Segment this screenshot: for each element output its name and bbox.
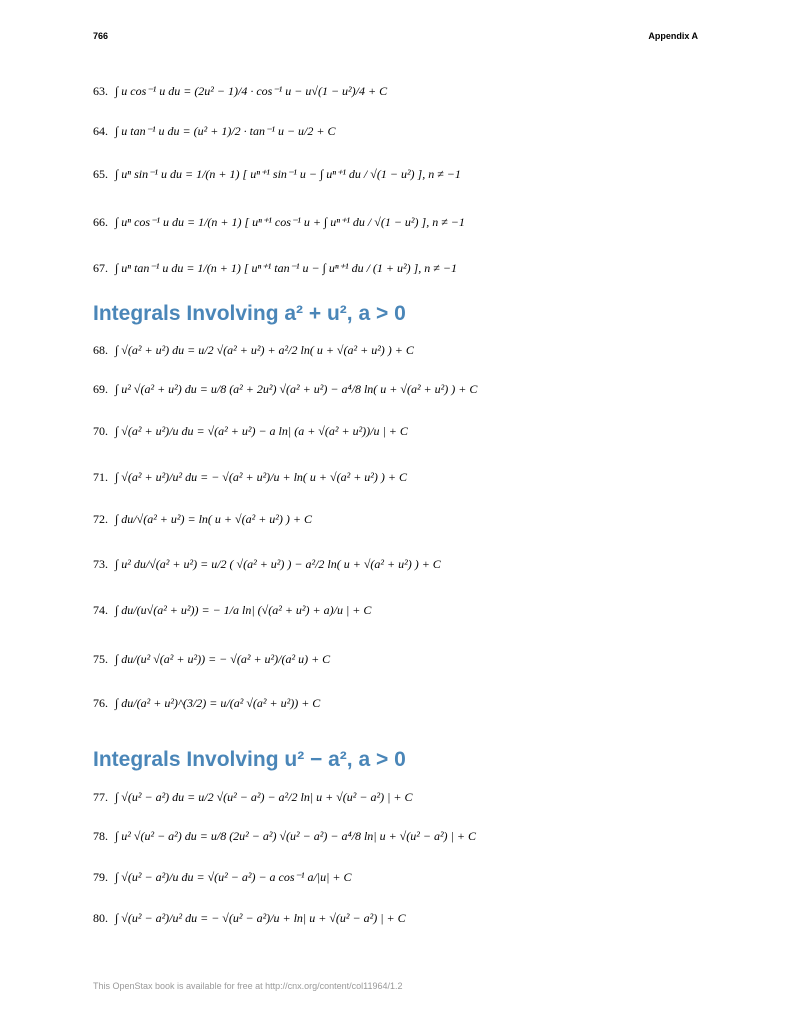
formula-expression: ∫ u cos⁻¹ u du = (2u² − 1)/4 · cos⁻¹ u − u√(1 − u²)/4 + C [115,83,388,98]
formula-expression: ∫ du/(u² √(a² + u²)) = − √(a² + u²)/(a² u) + C [115,651,331,666]
formula-64 [93,111,335,151]
formula-63 [93,71,387,111]
formula-number: 66. [93,214,108,229]
formula-number: 80. [93,910,108,925]
footer-note: This OpenStax book is available for free at http://cnx.org/content/col11964/1.2 [93,981,403,991]
formula-expression: ∫ du/(a² + u²)^(3/2) = u/(a² √(a² + u²)) + C [115,695,321,710]
formula-expression: ∫ u² √(a² + u²) du = u/8 (a² + 2u²) √(a² + u²) − a⁴/8 ln( u + √(a² + u²) ) + C [115,381,478,396]
section-heading-a2-plus-u2: Integrals Involving a² + u², a > 0 [93,302,406,325]
formula-79 [93,857,352,897]
formula-74 [93,590,371,630]
formula-number: 76. [93,695,108,710]
formula-71 [93,457,407,497]
formula-75 [93,639,330,679]
formula-number: 65. [93,166,108,181]
formula-number: 75. [93,651,108,666]
formula-number: 71. [93,469,108,484]
formula-expression: ∫ √(a² + u²)/u du = √(a² + u²) − a ln| (a + √(a² + u²))/u | + C [115,423,408,438]
formula-77 [93,777,413,817]
formula-expression: ∫ √(a² + u²)/u² du = − √(a² + u²)/u + ln( u + √(a² + u²) ) + C [115,469,407,484]
formula-80 [93,898,406,938]
running-title: Appendix A [648,31,698,41]
formula-number: 78. [93,828,108,843]
section-heading-u2-minus-a2: Integrals Involving u² − a², a > 0 [93,748,406,771]
formula-number: 64. [93,123,108,138]
formula-expression: ∫ √(u² − a²) du = u/2 √(u² − a²) − a²/2 ln| u + √(u² − a²) | + C [115,789,413,804]
formula-expression: ∫ √(u² − a²)/u² du = − √(u² − a²)/u + ln| u + √(u² − a²) | + C [115,910,406,925]
formula-number: 77. [93,789,108,804]
formula-76 [93,683,320,723]
formula-number: 67. [93,260,108,275]
formula-number: 79. [93,869,108,884]
formula-expression: ∫ du/√(a² + u²) = ln( u + √(a² + u²) ) + C [115,511,312,526]
formula-number: 73. [93,556,108,571]
formula-70 [93,411,408,451]
formula-72 [93,499,312,539]
formula-expression: ∫ √(u² − a²)/u du = √(u² − a²) − a cos⁻¹ a/|u| + C [115,869,352,884]
formula-number: 70. [93,423,108,438]
formula-78 [93,816,476,856]
formula-expression: ∫ u² du/√(a² + u²) = u/2 ( √(a² + u²) ) − a²/2 ln( u + √(a² + u²) ) + C [115,556,441,571]
formula-number: 72. [93,511,108,526]
formula-expression: ∫ u² √(u² − a²) du = u/8 (2u² − a²) √(u² − a²) − a⁴/8 ln| u + √(u² − a²) | + C [115,828,476,843]
formula-67 [93,248,457,288]
formula-expression: ∫ uⁿ cos⁻¹ u du = 1/(n + 1) [ uⁿ⁺¹ cos⁻¹ u + ∫ uⁿ⁺¹ du / √(1 − u²) ], n ≠ −1 [115,214,465,229]
formula-expression: ∫ √(a² + u²) du = u/2 √(a² + u²) + a²/2 ln( u + √(a² + u²) ) + C [115,342,414,357]
page-number: 766 [93,31,109,41]
formula-expression: ∫ du/(u√(a² + u²)) = − 1/a ln| (√(a² + u²) + a)/u | + C [115,602,372,617]
formula-expression: ∫ uⁿ tan⁻¹ u du = 1/(n + 1) [ uⁿ⁺¹ tan⁻¹ u − ∫ uⁿ⁺¹ du / (1 + u²) ], n ≠ −1 [115,260,457,275]
formula-66 [93,202,465,242]
formula-expression: ∫ uⁿ sin⁻¹ u du = 1/(n + 1) [ uⁿ⁺¹ sin⁻¹ u − ∫ uⁿ⁺¹ du / √(1 − u²) ], n ≠ −1 [115,166,461,181]
formula-number: 68. [93,342,108,357]
formula-65 [93,154,461,194]
formula-expression: ∫ u tan⁻¹ u du = (u² + 1)/2 · tan⁻¹ u − u/2 + C [115,123,336,138]
formula-69 [93,369,477,409]
formula-number: 63. [93,83,108,98]
formula-number: 69. [93,381,108,396]
formula-number: 74. [93,602,108,617]
formula-68 [93,330,414,370]
formula-73 [93,544,441,584]
